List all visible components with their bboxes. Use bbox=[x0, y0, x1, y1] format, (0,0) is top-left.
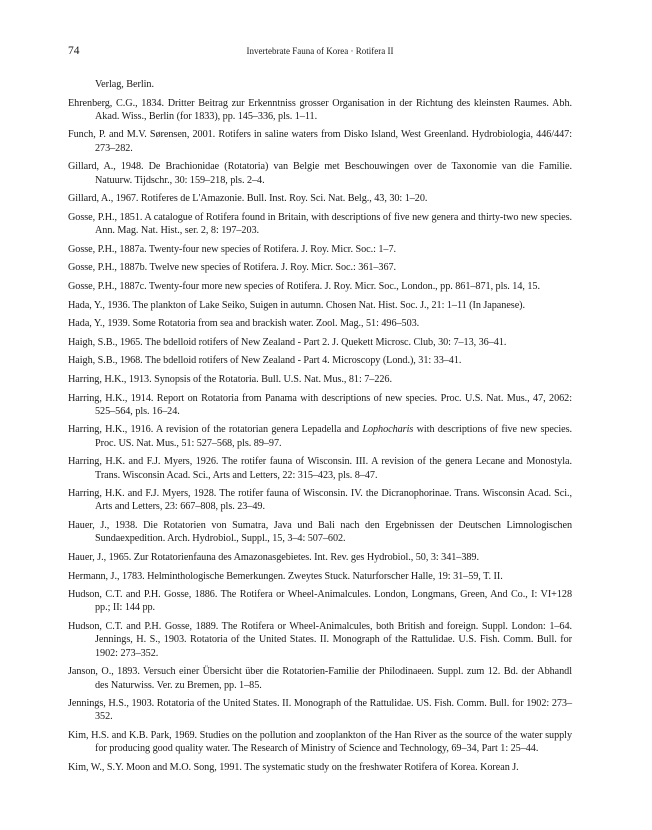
reference-entry: Gillard, A., 1948. De Brachionidae (Rotatoria) van Belgie met Beschouwingen over de Taxonomie van die Familie. Natuurw. Tijdschr., 30: 159–218, pls. 2–4. bbox=[68, 161, 572, 186]
reference-entry: Hauer, J., 1965. Zur Rotatorienfauna des Amazonasgebietes. Int. Rev. ges Hydrobiol., 50, 3: 341–389. bbox=[68, 551, 479, 563]
reference-entry: Gosse, P.H., 1887a. Twenty-four new species of Rotifera. J. Roy. Micr. Soc.: 1–7. bbox=[68, 243, 396, 255]
reference-entry: Janson, O., 1893. Versuch einer Übersicht über die Rotatorien-Familie der Philodinaeen. Suppl. zum 12. Bd. der Abhandl des Naturwiss. Ver. zu Bremen, pp. 1–85. bbox=[68, 666, 572, 691]
reference-entry: Kim, H.S. and K.B. Park, 1969. Studies on the pollution and zooplankton of the Han River as the source of the water supply for producing good quality water. The Research of Ministry of Science and Technology, 69–34, Part 1: 25–44. bbox=[68, 730, 572, 755]
reference-entry: Hudson, C.T. and P.H. Gosse, 1886. The Rotifera or Wheel-Animalcules. London, Longmans, Green, And Co., I: VI+128 pp.; II: 144 pp. bbox=[68, 589, 572, 614]
reference-entry: Kim, W., S.Y. Moon and M.O. Song, 1991. The systematic study on the freshwater Rotifera of Korea. Korean J. bbox=[68, 761, 519, 773]
reference-entry: Gosse, P.H., 1851. A catalogue of Rotifera found in Britain, with descriptions of five new genera and thirty-two new species. Ann. Mag. Nat. Hist., ser. 2, 8: 197–203. bbox=[68, 211, 572, 237]
reference-entry: Gillard, A., 1967. Rotiferes de L'Amazonie. Bull. Inst. Roy. Sci. Nat. Belg., 43, 30: 1–20. bbox=[68, 193, 428, 205]
genus-name-italic: Lophocharis bbox=[362, 424, 414, 436]
reference-entry: Harring, H.K., 1913. Synopsis of the Rotatoria. Bull. U.S. Nat. Mus., 81: 7–226. bbox=[68, 373, 392, 385]
reference-entry: Hauer, J., 1938. Die Rotatorien von Sumatra, Java und Bali nach den Ergebnissen der Deutschen Limnologischen Sundaexpedition. Arch. Hydrobiol., Suppl., 15, 3–4: 507–602. bbox=[68, 520, 572, 545]
reference-entry: Verlag, Berlin. bbox=[95, 79, 154, 90]
reference-entry: Ehrenberg, C.G., 1834. Dritter Beitrag zur Erkenntniss grosser Organisation in der Richtung des kleinsten Raumes. Abh. Akad. Wiss., Berlin (for 1833), pp. 145–336, pls. 1–11. bbox=[68, 97, 572, 122]
reference-entry: Harring, H.K. and F.J. Myers, 1926. The rotifer fauna of Wisconsin. III. A revision of the genera Lecane and Monostyla. Trans. Wisconsin Acad. Sci., Arts and Letters, 22: 315–423, pls. 8–47. bbox=[68, 456, 572, 481]
reference-entry: Harring, H.K., 1914. Report on Rotatoria from Panama with descriptions of new species. Proc. U.S. Nat. Mus., 47, 2062: 525–564, pls. 16–24. bbox=[68, 392, 572, 417]
reference-entry: Hada, Y., 1939. Some Rotatoria from sea and brackish water. Zool. Mag., 51: 496–503. bbox=[68, 318, 420, 330]
running-title: Invertebrate Fauna of Korea · Rotifera II bbox=[246, 46, 394, 56]
reference-list bbox=[68, 78, 572, 779]
reference-entry: Hermann, J., 1783. Helminthologische Bemerkungen. Zweytes Stuck. Naturforscher Halle, 19: 31–59, T. II. bbox=[68, 570, 503, 582]
reference-entry: Jennings, H.S., 1903. Rotatoria of the United States. II. Monograph of the Rattulidae. US. Fish. Comm. Bull. for 1902: 273–352. bbox=[68, 698, 572, 723]
page-number: 74 bbox=[68, 45, 80, 57]
reference-entry: Haigh, S.B., 1965. The bdelloid rotifers of New Zealand - Part 2. J. Quekett Microsc. Club, 30: 7–13, 36–41. bbox=[68, 336, 507, 348]
reference-entry: Haigh, S.B., 1968. The bdelloid rotifers of New Zealand - Part 4. Microscopy (Lond.), 31: 33–41. bbox=[68, 355, 462, 367]
reference-entry: Hada, Y., 1936. The plankton of Lake Seiko, Suigen in autumn. Chosen Nat. Hist. Soc. J., 21: 1–11 (In Japanese). bbox=[68, 299, 526, 311]
reference-entry: Funch, P. and M.V. Sørensen, 2001. Rotifers in saline waters from Disko Island, West Greenland. Hydrobiologia, 446/447: 273–282. bbox=[68, 129, 572, 154]
page-header bbox=[68, 44, 572, 58]
reference-entry: Gosse, P.H., 1887c. Twenty-four more new species of Rotifera. J. Roy. Micr. Soc., London., pp. 861–871, pls. 14, 15. bbox=[68, 280, 540, 292]
reference-entry: Gosse, P.H., 1887b. Twelve new species of Rotifera. J. Roy. Micr. Soc.: 361–367. bbox=[68, 262, 397, 274]
reference-entry: Hudson, C.T. and P.H. Gosse, 1889. The Rotifera or Wheel-Animalcules, both British and foreign. Suppl. London: 1–64. Jennings, H. S., 1903. Rotatoria of the United States. II. Monograph of the Rattulidae. U.S. Fish. Comm. Bull. for 1902: 273–352. bbox=[68, 621, 572, 659]
reference-entry: Harring, H.K. and F.J. Myers, 1928. The rotifer fauna of Wisconsin. IV. the Dicranophorinae. Trans. Wisconsin Acad. Sci., Arts and Letters, 23: 667–808, pls. 23–49. bbox=[68, 488, 572, 513]
reference-entry: Harring, H.K., 1916. A revision of the rotatorian genera Lepadella and Lophocharis with descriptions of five new species. Proc. US. Nat. Mus., 51: 527–568, pls. 89–97. bbox=[68, 424, 573, 449]
